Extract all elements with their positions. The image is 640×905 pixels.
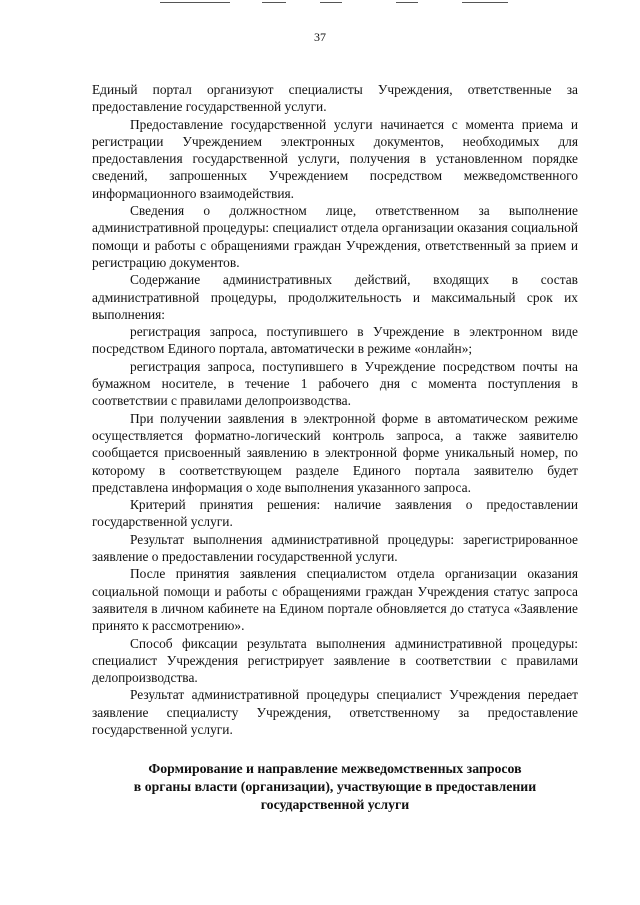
- paragraph: регистрация запроса, поступившего в Учреждение в электронном виде посредством Единого портала, автоматически в режиме «онлайн»;: [92, 324, 578, 357]
- paragraph: Содержание административных действий, входящих в состав административной процедуры, продолжительность и максимальный срок их выполнения:: [92, 272, 578, 322]
- paragraph: регистрация запроса, поступившего в Учреждение посредством почты на бумажном носителе, в течение 1 рабочего дня с момента поступления в соответствии с правилами делопроизводства.: [92, 358, 578, 409]
- paragraph: После принятия заявления специалистом отдела организации оказания социальной помощи и работы с обращениями граждан Учреждения статус запроса заявителя в личном кабинете на Едином портале обновляется до статуса «Заявление принято к рассмотрению».: [92, 566, 578, 634]
- scan-artifact-line: [320, 2, 342, 3]
- scan-artifact-line: [396, 2, 418, 3]
- paragraph: Критерий принятия решения: наличие заявления о предоставлении государственной услуги.: [92, 497, 578, 530]
- paragraph: Единый портал организуют специалисты Учреждения, ответственные за предоставление государственной услуги.: [92, 82, 578, 115]
- scan-artifact-line: [462, 2, 508, 3]
- scan-artifact-line: [262, 2, 286, 3]
- paragraph: Сведения о должностном лице, ответственном за выполнение административной процедуры: специалист отдела организации оказания социальной помощи и работы с обращениями граждан Учреждения, ответственный за прием и регистрацию документов.: [92, 203, 578, 270]
- section-heading-line: государственной услуги: [260, 797, 410, 813]
- page-number: 37: [314, 30, 326, 44]
- document-body: [92, 81, 578, 814]
- paragraph: Результат выполнения административной процедуры: зарегистрированное заявление о предоставлении государственной услуги.: [92, 531, 578, 565]
- paragraph: Предоставление государственной услуги начинается с момента приема и регистрации Учреждением электронных документов, необходимых для предоставления государственной услуги, получения в установленном порядке сведений, запрошенных Учреждением посредством межведомственного информационного взаимодействия.: [92, 116, 578, 201]
- section-heading-line: в органы власти (организации), участвующие в предоставлении: [133, 779, 537, 795]
- scan-artifact-line: [160, 2, 230, 3]
- section-heading: [92, 760, 578, 814]
- section-heading-line: Формирование и направление межведомственных запросов: [148, 761, 522, 777]
- paragraph: При получении заявления в электронной форме в автоматическом режиме осуществляется форматно-логический контроль запроса, а также заявителю сообщается присвоенный заявлению в электронной форме уникальный номер, по которому в соответствующем разделе Единого портала заявителю будет представлена информация о ходе выполнения указанного запроса.: [92, 410, 578, 495]
- paragraph: Результат административной процедуры специалист Учреждения передает заявление специалисту Учреждения, ответственному за предоставление государственной услуги.: [92, 687, 578, 737]
- paragraph: Способ фиксации результата выполнения административной процедуры: специалист Учреждения регистрирует заявление в соответствии с правилами делопроизводства.: [92, 635, 578, 686]
